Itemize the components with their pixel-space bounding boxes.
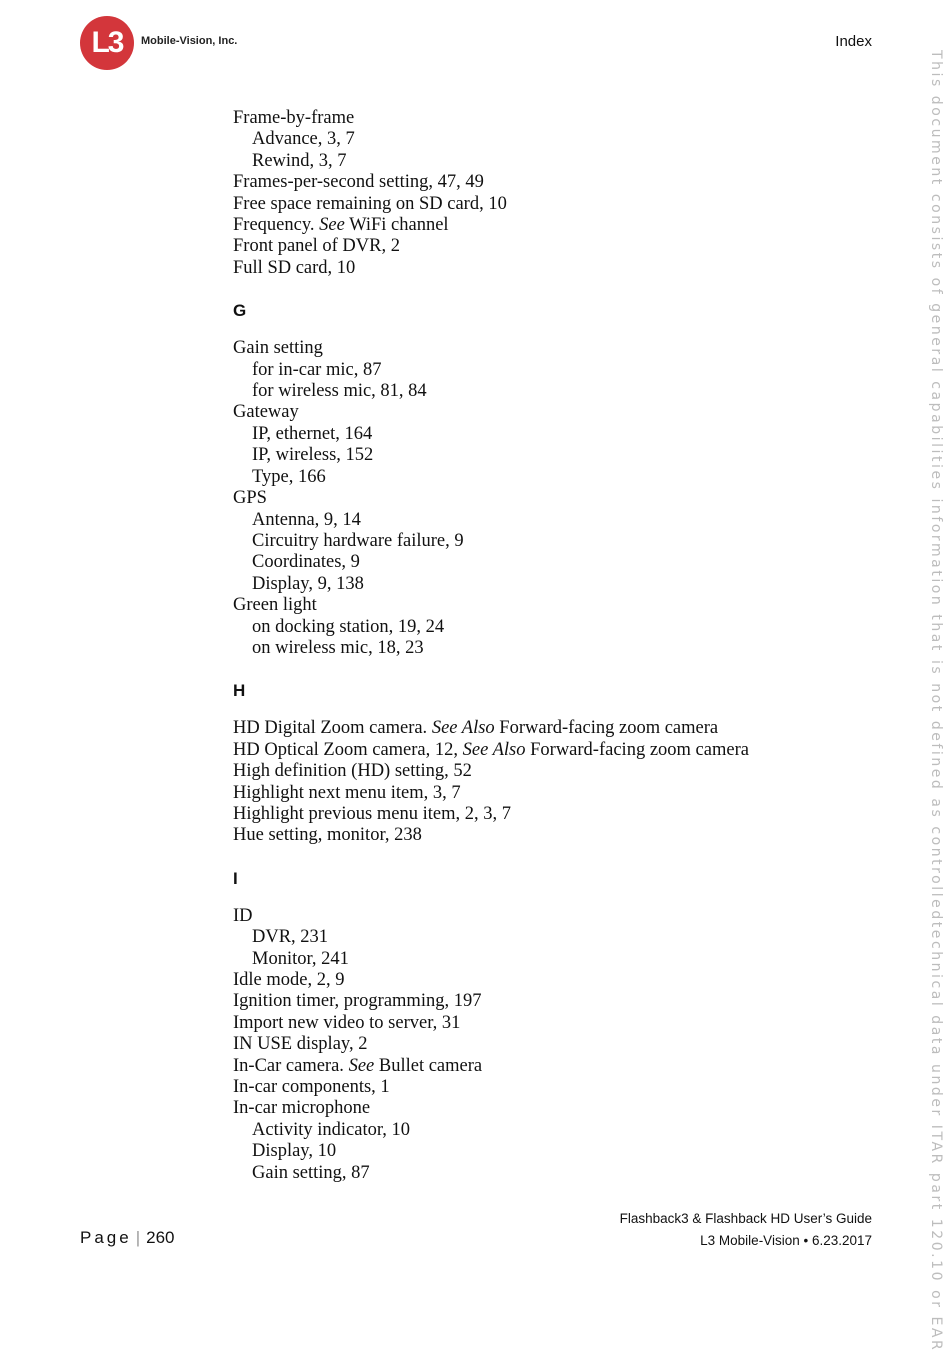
page-separator: | [135,1228,141,1247]
entry-text: WiFi channel [344,215,449,236]
index-subentry: Gain setting, 87 [252,1162,370,1183]
index-entry: Gain setting [233,338,323,359]
entry-text: Forward-facing zoom camera [525,739,749,760]
index-entry: Green light [233,595,317,616]
index-subentry: Antenna, 9, 14 [252,509,361,530]
index-subentry: for in-car mic, 87 [252,359,382,380]
index-entry [233,718,873,739]
see-reference: See Also [431,718,495,739]
export-control-watermark: This document consists of general capabilities information that is not defined as controlledtechnical data under ITAR part 120.10 or EAR [928,50,944,1352]
index-subentry: Type, 166 [252,466,326,487]
entry-text: Bullet camera [374,1055,483,1076]
index-entry: ID [233,905,253,926]
index-subentry: on wireless mic, 18, 23 [252,637,424,658]
index-list [233,108,873,1184]
company-date: L3 Mobile-Vision • 6.23.2017 [700,1233,872,1248]
index-subentry: Display, 9, 138 [252,573,364,594]
index-entry: Idle mode, 2, 9 [233,970,345,990]
index-entry: Frame-by-frame [233,108,355,128]
index-entry: In-car microphone [233,1098,371,1119]
footer-info [620,1208,872,1252]
index-entry [233,215,873,236]
index-entry: Frames-per-second setting, 47, 49 [233,172,484,193]
see-reference: See [319,215,345,236]
index-entry: Front panel of DVR, 2 [233,236,400,257]
index-entry: High definition (HD) setting, 52 [233,761,472,782]
index-entry: Gateway [233,402,299,423]
index-letter-heading: H [233,681,246,701]
index-subentry: Advance, 3, 7 [252,129,355,150]
section-title: Index [835,33,872,50]
index-entry: Full SD card, 10 [233,257,356,278]
index-subentry: Coordinates, 9 [252,552,360,573]
entry-text: HD Optical Zoom camera, 12, [233,739,463,760]
company-logo [80,16,320,70]
index-entry: Import new video to server, 31 [233,1012,461,1033]
entry-text: In-Car camera. [233,1055,349,1076]
entry-text: Forward-facing zoom camera [494,718,719,739]
page-number-value: 260 [146,1228,175,1247]
index-subentry: IP, ethernet, 164 [252,423,373,444]
index-entry: Hue setting, monitor, 238 [233,825,422,846]
index-entry [233,1056,873,1077]
l3-logo-mark: L3 [80,16,134,70]
index-subentry: IP, wireless, 152 [252,445,374,466]
guide-title: Flashback3 & Flashback HD User’s Guide [619,1211,872,1226]
index-entry: Highlight next menu item, 3, 7 [233,782,461,803]
entry-text: HD Digital Zoom camera. [233,718,432,739]
index-subentry: on docking station, 19, 24 [252,616,445,637]
index-entry: Highlight previous menu item, 2, 3, 7 [233,803,511,824]
index-subentry: Activity indicator, 10 [252,1119,411,1140]
index-entry: IN USE display, 2 [233,1034,368,1055]
index-entry [233,740,873,761]
index-letter-heading: I [233,868,238,888]
index-subentry: Monitor, 241 [252,948,349,969]
see-reference: See Also [462,739,526,760]
index-letter-heading: G [233,301,247,321]
index-subentry: Rewind, 3, 7 [252,150,347,171]
see-reference: See [348,1055,375,1076]
page-number [80,1228,175,1248]
index-entry: GPS [233,488,267,509]
index-subentry: for wireless mic, 81, 84 [252,381,427,402]
logo-company-name: Mobile-Vision, Inc. [141,35,238,47]
index-subentry: Circuitry hardware failure, 9 [252,530,464,551]
index-subentry: Display, 10 [252,1141,337,1162]
index-entry: In-car components, 1 [233,1077,390,1098]
entry-text: Frequency. [233,215,320,236]
index-entry: Ignition timer, programming, 197 [233,991,482,1012]
index-subentry: DVR, 231 [252,927,329,948]
index-entry: Free space remaining on SD card, 10 [233,193,507,214]
page-label: Page [80,1228,132,1247]
